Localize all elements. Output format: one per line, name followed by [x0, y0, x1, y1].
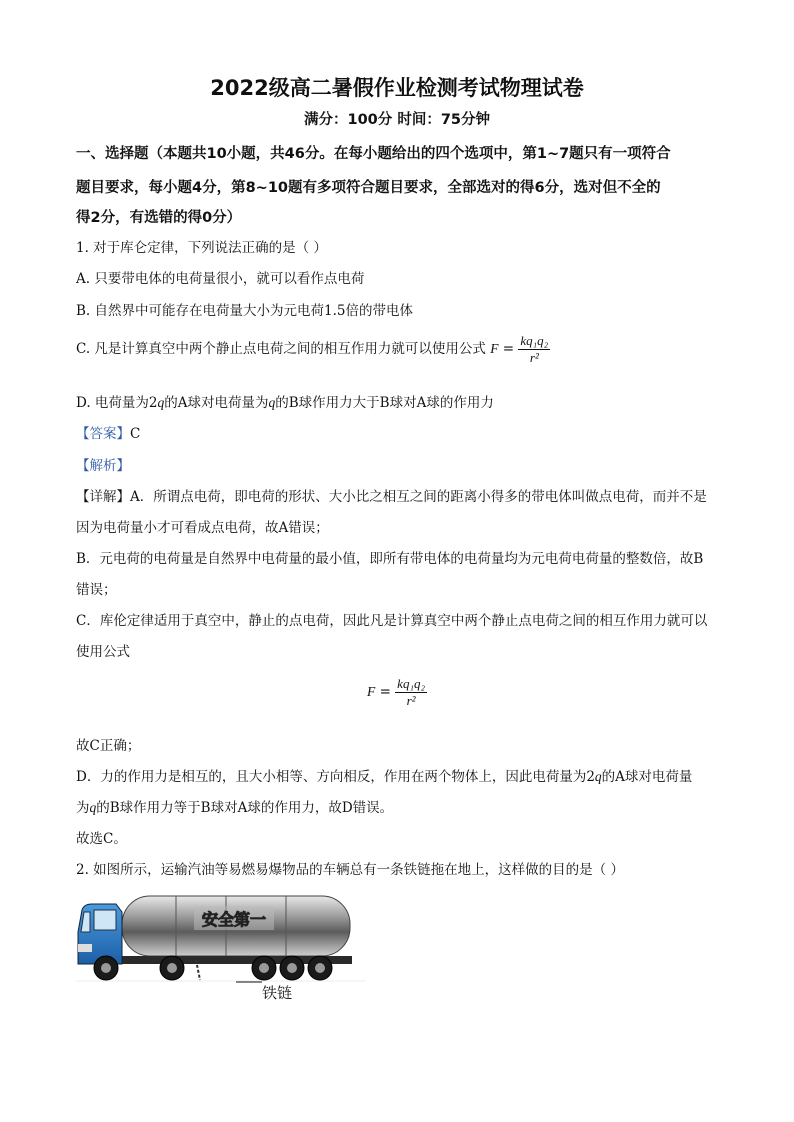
detail-line: C．库伦定律适用于真空中，静止的点电荷，因此凡是计算真空中两个静止点电荷之间的相互作用力就可以 — [76, 613, 708, 629]
q1-option-d-part1: D. 电荷量为2 — [76, 395, 158, 411]
answer-value: C — [130, 426, 141, 442]
formula-denominator: r² — [406, 693, 416, 708]
section-instructions-line3: 得2分，有选错的得0分） — [76, 210, 242, 226]
q1-option-c-text: C. 凡是计算真空中两个静止点电荷之间的相互作用力就可以使用公式 — [76, 341, 486, 357]
display-formula — [0, 676, 794, 709]
exam-info: 满分：100分 时间：75分钟 — [304, 112, 490, 128]
formula-lhs: F — [367, 684, 376, 699]
answer-tag: 【答案】 — [76, 426, 130, 442]
coulomb-formula — [518, 333, 550, 366]
detail-line: 使用公式 — [76, 644, 130, 660]
d-text: D．力的作用力是相互的，且大小相等、方向相反，作用在两个物体上，因此电荷量为2 — [76, 769, 595, 785]
q1-option-d-part3: 的B球作用力大于B球对A球的作用力 — [275, 395, 494, 411]
formula-numerator: kq₁q₂ — [397, 676, 425, 691]
q1-option-c — [76, 333, 550, 366]
formula-eq: = — [379, 684, 391, 700]
charge-symbol: q — [89, 800, 97, 815]
chain-label: 铁链 — [262, 984, 293, 1002]
tanker-truck-figure — [76, 888, 366, 1008]
choose-line: 故选C。 — [76, 831, 127, 847]
charge-symbol: q — [594, 769, 602, 784]
c-correct: 故C正确； — [76, 738, 141, 754]
d-explanation-line1 — [76, 765, 692, 785]
q1-option-a: A. 只要带电体的电荷量很小，就可以看作点电荷 — [76, 271, 365, 287]
d-text: 为 — [76, 800, 90, 816]
coulomb-formula — [395, 676, 427, 709]
formula-numerator: kq₁q₂ — [520, 333, 549, 348]
q1-option-d — [76, 391, 494, 411]
d-text: 的A球对电荷量 — [601, 769, 693, 785]
section-instructions-line1: 一、选择题（本题共10小题，共46分。在每小题给出的四个选项中，第1~7题只有一项符合 — [76, 146, 671, 162]
tank-label: 安全第一 — [201, 910, 267, 929]
q1-option-d-part2: 的A球对电荷量为 — [164, 395, 269, 411]
charge-symbol: q — [157, 395, 165, 410]
analysis-tag: 【解析】 — [76, 458, 130, 474]
answer-line — [76, 422, 140, 442]
q1-option-b: B. 自然界中可能存在电荷量大小为元电荷1.5倍的带电体 — [76, 303, 413, 319]
detail-line: 错误； — [76, 582, 117, 598]
detail-line: 因为电荷量小才可看成点电荷，故A错误； — [76, 520, 329, 536]
page-title: 2022级高二暑假作业检测考试物理试卷 — [210, 76, 584, 100]
detail-line: 【详解】A．所谓点电荷，即电荷的形状、大小比之相互之间的距离小得多的带电体叫做点电荷，而并不是 — [76, 489, 707, 505]
formula-denominator: r² — [529, 350, 539, 365]
charge-symbol: q — [268, 395, 276, 410]
formula-eq: = — [502, 341, 515, 357]
d-text: 的B球作用力等于B球对A球的作用力，故D错误。 — [96, 800, 394, 816]
q2-stem: 2. 如图所示，运输汽油等易燃易爆物品的车辆总有一条铁链拖在地上，这样做的目的是（ ） — [76, 862, 624, 878]
formula-lhs: F — [490, 341, 499, 356]
section-instructions-line2: 题目要求，每小题4分，第8~10题有多项符合题目要求，全部选对的得6分，选对但不全的 — [76, 180, 661, 196]
detail-line: B．元电荷的电荷量是自然界中电荷量的最小值，即所有带电体的电荷量均为元电荷电荷量的整数倍，故B — [76, 551, 704, 567]
q1-stem: 1. 对于库仑定律，下列说法正确的是（ ） — [76, 240, 327, 256]
d-explanation-line2 — [76, 796, 393, 816]
tanker-truck-illustration — [76, 888, 366, 1008]
